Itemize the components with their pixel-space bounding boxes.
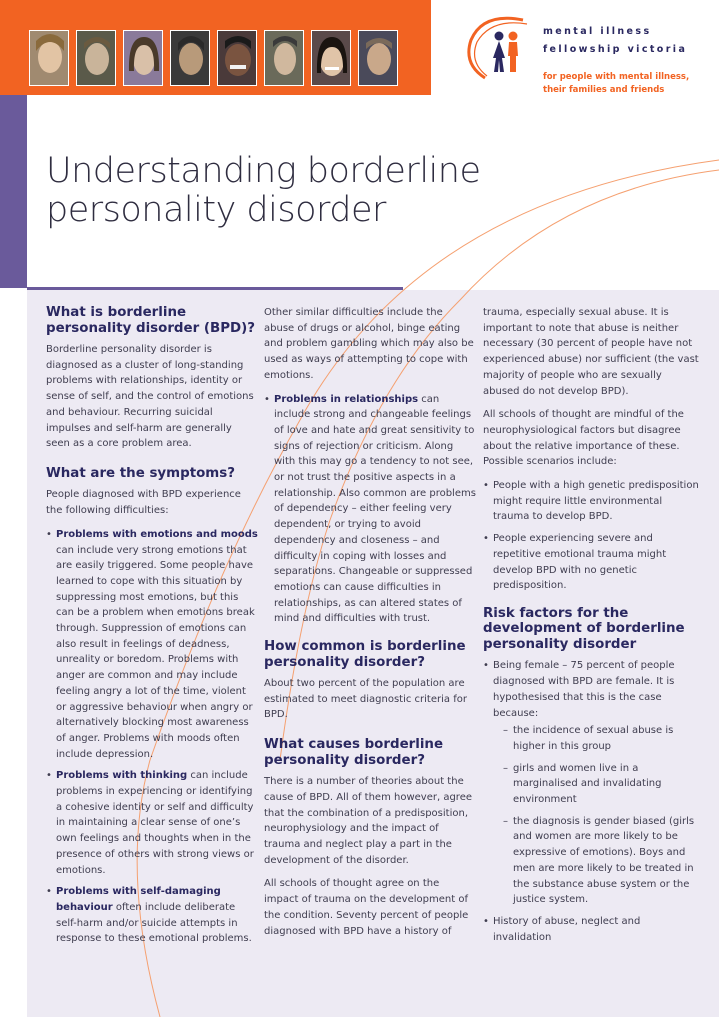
list-item xyxy=(483,658,701,908)
paragraph-trauma-continued: trauma, especially sexual abuse. It is important to note that abuse is neither necessary (30 percent of people have not experienced abuse) nor sufficient (the vast majority of people who are sexually abused do not develop BPD). xyxy=(483,307,699,397)
item-text: Being female – 75 percent of people diagnosed with BPD are female. It is hypothesised that this is the case because: xyxy=(493,660,675,719)
heading-line: Risk factors for the xyxy=(483,605,629,621)
list-item: • History of abuse, neglect and invalidation xyxy=(483,914,701,945)
sub-list xyxy=(503,723,701,908)
heading-line: What is borderline xyxy=(46,305,187,320)
symptoms-list xyxy=(46,527,258,947)
heading-line: personality disorder? xyxy=(264,654,425,670)
bold-lead: Problems in relationships xyxy=(274,393,419,405)
sub-list-item: – the diagnosis is gender biased (girls and women are more likely to be expressive of emotions). Boys and men are more likely to be treated in the substance abuse system or the justice system. xyxy=(503,814,701,908)
bold-lead: Problems with thinking xyxy=(56,770,188,782)
heading-symptoms: What are the symptoms? xyxy=(46,465,235,481)
sub-list-item: – the incidence of sexual abuse is higher in this group xyxy=(503,723,701,754)
column-2 xyxy=(264,305,476,947)
heading-line: personality disorder (BPD)? xyxy=(46,320,256,336)
paragraph-schools-of-thought: All schools of thought are mindful of the neurophysiological factors but disagree about the relative importance of these. Possible scenarios include: xyxy=(483,409,684,468)
heading-line: personality disorder? xyxy=(264,752,425,768)
sub-list-item: – girls and women live in a marginalised and invalidating environment xyxy=(503,761,701,808)
paragraph-causes: There is a number of theories about the cause of BPD. All of them however, agree that the combination of a predisposition, neurophysiology and the impact of trauma and neglect play a part in the development of the disorder. xyxy=(264,776,472,866)
org-name-line1: mental illness xyxy=(543,26,652,37)
scenarios-list xyxy=(483,478,701,594)
risk-factors-list xyxy=(483,658,701,945)
tagline-line2: their families and friends xyxy=(543,85,665,95)
list-item xyxy=(264,392,476,628)
paragraph-other-difficulties: Other similar difficulties include the abuse of drugs or alcohol, binge eating and problem gambling which may also be used as ways of attempting to cope with emotions. xyxy=(264,307,474,381)
bold-lead: Problems with self-damaging behaviour xyxy=(56,886,221,913)
heading-how-common xyxy=(264,639,476,670)
heading-what-is-bpd xyxy=(46,305,258,336)
item-text: often include deliberate self-harm and/or suicide attempts in response to these emotional problems. xyxy=(56,902,252,945)
paragraph-trauma: All schools of thought agree on the impact of trauma on the development of the condition. Seventy percent of people diagnosed with BPD have a history of xyxy=(264,878,469,937)
list-item xyxy=(46,884,258,947)
heading-line: development of borderline xyxy=(483,621,685,637)
item-text: can include strong and changeable feelings of love and hate and great sensitivity to signs of rejection or criticism. Along with this may go a tendency to not see, or not trust the positive aspects in a relationship. Also common are problems of dependency – either feeling very dependent, or trying to avoid dependency and closeness – and difficulty in coping with losses and separations. Changeable or suppressed emotions can cause difficulties in relationships, as can altered states of mind and difficulties with trust. xyxy=(274,393,476,625)
list-item: • People experiencing severe and repetitive emotional trauma might develop BPD with no genetic predisposition. xyxy=(483,531,701,594)
heading-line: What causes borderline xyxy=(264,737,444,753)
relationships-list xyxy=(264,392,476,628)
page-title-line2: personality disorder xyxy=(46,190,386,230)
heading-causes xyxy=(264,737,476,768)
item-text: can include problems in experiencing or identifying a cohesive identity or self and difficulty in maintaining a clear sense of one’s own feelings and thoughts when in the presence of others with strong views or emotions. xyxy=(56,770,254,876)
paragraph-symptoms-intro: People diagnosed with BPD experience the following difficulties: xyxy=(46,489,241,517)
list-item xyxy=(46,768,258,878)
column-1 xyxy=(46,305,258,953)
list-item: • People with a high genetic predisposition might require little environmental trauma to develop BPD. xyxy=(483,478,701,525)
list-item xyxy=(46,527,258,763)
heading-line: How common is borderline xyxy=(264,639,466,655)
item-text: can include very strong emotions that are easily triggered. Some people have learned to cope with this situation by suppressing most emotions, but this can be a problem when emotions break through. Suppression of emotions can also result in feelings of deadness, unreality or boredom. Problems with anger are common and may include feeling angry a lot of the time, violent or aggressive behaviour when angry or alternatively blocking most awareness of anger. Problems with moods often include depression. xyxy=(56,544,255,760)
paragraph-how-common: About two percent of the population are estimated to meet diagnostic criteria for BPD. xyxy=(264,678,467,721)
paragraph-what-is-bpd: Borderline personality disorder is diagnosed as a cluster of long-standing problems with relationships, identity or sense of self, and the control of emotions and behaviour. Recurring suicidal impulses and self-harm are generally seen as a core problem area. xyxy=(46,344,254,450)
bold-lead: Problems with emotions and moods xyxy=(56,528,258,540)
column-3 xyxy=(483,305,701,951)
org-name-line2: fellowship victoria xyxy=(543,44,688,55)
page-title-line1: Understanding borderline xyxy=(46,151,481,191)
heading-risk-factors xyxy=(483,606,701,653)
heading-line: personality disorder xyxy=(483,636,637,652)
tagline-line1: for people with mental illness, xyxy=(543,72,690,82)
